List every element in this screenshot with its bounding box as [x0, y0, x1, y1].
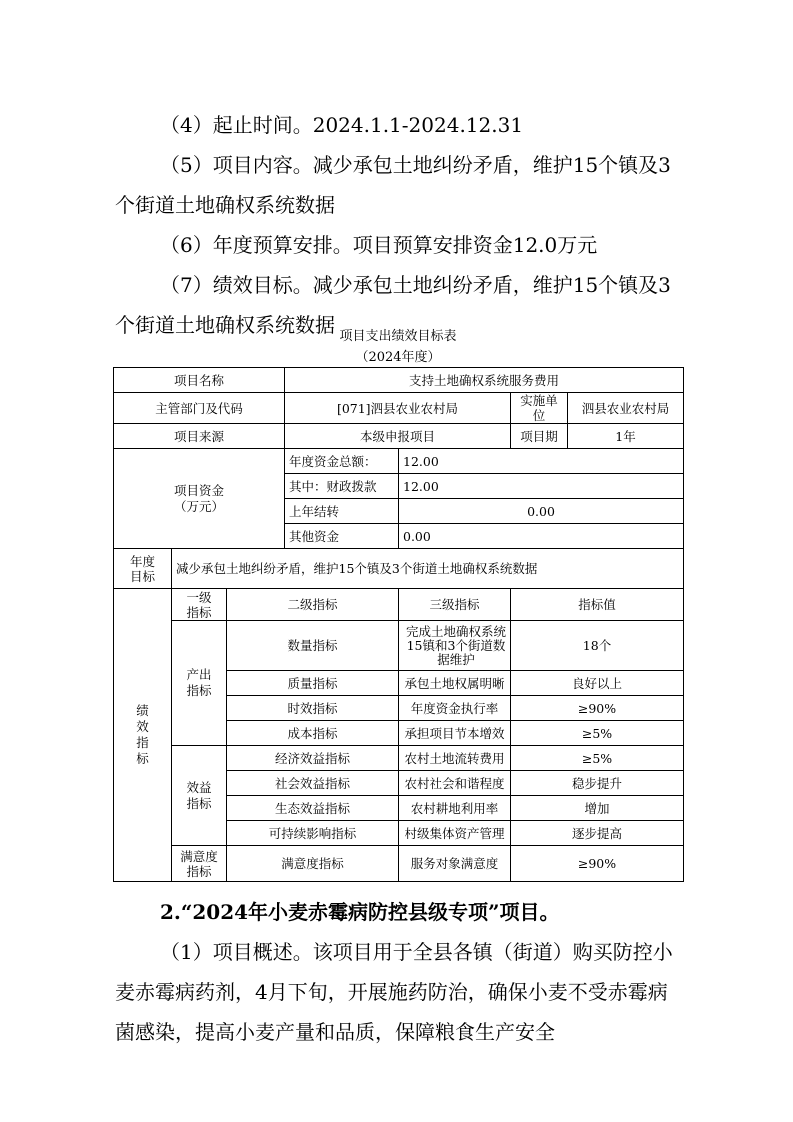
indicator-label	[114, 589, 172, 882]
third-level-text: 完成土地确权系统15镇和3个街道数据维护	[405, 623, 506, 667]
header-first-level-text: 一级指标	[186, 589, 212, 620]
funds-total-label: 年度资金总额：	[285, 449, 399, 474]
funds-carryover-label: 上年结转	[285, 499, 399, 524]
group-output-label	[172, 621, 227, 746]
group-output-text: 产出指标	[186, 667, 212, 698]
period-value: 1年	[568, 424, 684, 449]
department-value: [071]泗县农业农村局	[285, 393, 511, 424]
third-level-cell	[399, 621, 511, 671]
second-level-cell: 生态效益指标	[227, 796, 399, 821]
section-heading: 2.“2024年小麦赤霉病防控县级专项”项目。	[160, 900, 560, 924]
row-department	[114, 393, 684, 424]
group-satisfaction-label	[172, 846, 227, 882]
funds-carryover-value: 0.00	[399, 499, 684, 524]
second-level-cell: 数量指标	[227, 621, 399, 671]
indicator-value-cell: 增加	[511, 796, 684, 821]
paragraph-goal: （7）绩效目标。减少承包土地纠纷矛盾，维护15个镇及3个街道土地确权系统数据	[115, 273, 671, 337]
indicator-value-cell: ≥90%	[511, 846, 684, 882]
header-third-level: 三级指标	[399, 589, 511, 621]
third-level-cell: 服务对象满意度	[399, 846, 511, 882]
second-level-cell: 成本指标	[227, 721, 399, 746]
paragraph-budget: （6）年度预算安排。项目预算安排资金12.0万元	[160, 233, 598, 257]
annual-goal-label	[114, 549, 172, 589]
source-value: 本级申报项目	[285, 424, 511, 449]
row-project-name	[114, 368, 684, 393]
header-first-level	[172, 589, 227, 621]
project-name-label: 项目名称	[114, 368, 285, 393]
second-level-cell: 社会效益指标	[227, 771, 399, 796]
funds-fiscal-label: 其中：财政拨款	[285, 474, 399, 499]
funds-label	[114, 449, 285, 549]
indicator-label-text: 绩效指标	[136, 703, 149, 766]
impl-unit-label: 实施单位	[511, 393, 568, 424]
indicator-value-cell: 稳步提升	[511, 771, 684, 796]
second-level-cell: 经济效益指标	[227, 746, 399, 771]
funds-label-text: 项目资金（万元）	[173, 482, 224, 514]
third-level-cell: 村级集体资产管理	[399, 821, 511, 846]
second-level-cell: 质量指标	[227, 671, 399, 696]
impl-unit-value: 泗县农业农村局	[568, 393, 684, 424]
paragraph-period: （4）起止时间。2024.1.1-2024.12.31	[160, 113, 524, 137]
header-indicator-value: 指标值	[511, 589, 684, 621]
row-indicator-headers	[114, 589, 684, 621]
group-satisfaction-text: 满意度指标	[180, 848, 218, 879]
third-level-cell: 农村土地流转费用	[399, 746, 511, 771]
table-row	[114, 746, 684, 771]
indicator-value-cell: ≥5%	[511, 721, 684, 746]
second-level-cell: 可持续影响指标	[227, 821, 399, 846]
row-source	[114, 424, 684, 449]
third-level-cell: 承包土地权属明晰	[399, 671, 511, 696]
row-funds-total	[114, 449, 684, 474]
group-benefit-label	[172, 746, 227, 846]
row-annual-goal	[114, 549, 684, 589]
department-label: 主管部门及代码	[114, 393, 285, 424]
table-row	[114, 846, 684, 882]
indicator-value-cell: 良好以上	[511, 671, 684, 696]
group-benefit-text: 效益指标	[186, 779, 212, 811]
annual-goal-value: 减少承包土地纠纷矛盾，维护15个镇及3个街道土地确权系统数据	[172, 549, 684, 589]
funds-fiscal-value: 12.00	[399, 474, 684, 499]
paragraph-content: （5）项目内容。减少承包土地纠纷矛盾，维护15个镇及3个街道土地确权系统数据	[115, 153, 671, 217]
performance-target-table	[113, 367, 684, 882]
project-name-value: 支持土地确权系统服务费用	[285, 368, 684, 393]
second-level-cell: 满意度指标	[227, 846, 399, 882]
funds-other-label: 其他资金	[285, 524, 399, 549]
table-row	[114, 621, 684, 671]
table-year: （2024年度）	[355, 350, 441, 365]
second-level-cell: 时效指标	[227, 696, 399, 721]
indicator-value-cell: 18个	[511, 621, 684, 671]
period-label: 项目期	[511, 424, 568, 449]
indicator-value-cell: ≥5%	[511, 746, 684, 771]
funds-other-value: 0.00	[399, 524, 684, 549]
funds-total-value: 12.00	[399, 449, 684, 474]
indicator-value-cell: 逐步提高	[511, 821, 684, 846]
paragraph-overview: （1）项目概述。该项目用于全县各镇（街道）购买防控小麦赤霉病药剂，4月下旬，开展施药防治，确保小麦不受赤霉病菌感染，提高小麦产量和品质，保障粮食生产安全	[115, 940, 673, 1044]
third-level-cell: 年度资金执行率	[399, 696, 511, 721]
third-level-cell: 农村社会和谐程度	[399, 771, 511, 796]
third-level-cell: 农村耕地利用率	[399, 796, 511, 821]
third-level-cell: 承担项目节本增效	[399, 721, 511, 746]
annual-goal-label-text: 年度目标	[129, 553, 155, 584]
indicator-value-cell: ≥90%	[511, 696, 684, 721]
header-second-level: 二级指标	[227, 589, 399, 621]
table-title: 项目支出绩效目标表	[339, 329, 457, 344]
source-label: 项目来源	[114, 424, 285, 449]
